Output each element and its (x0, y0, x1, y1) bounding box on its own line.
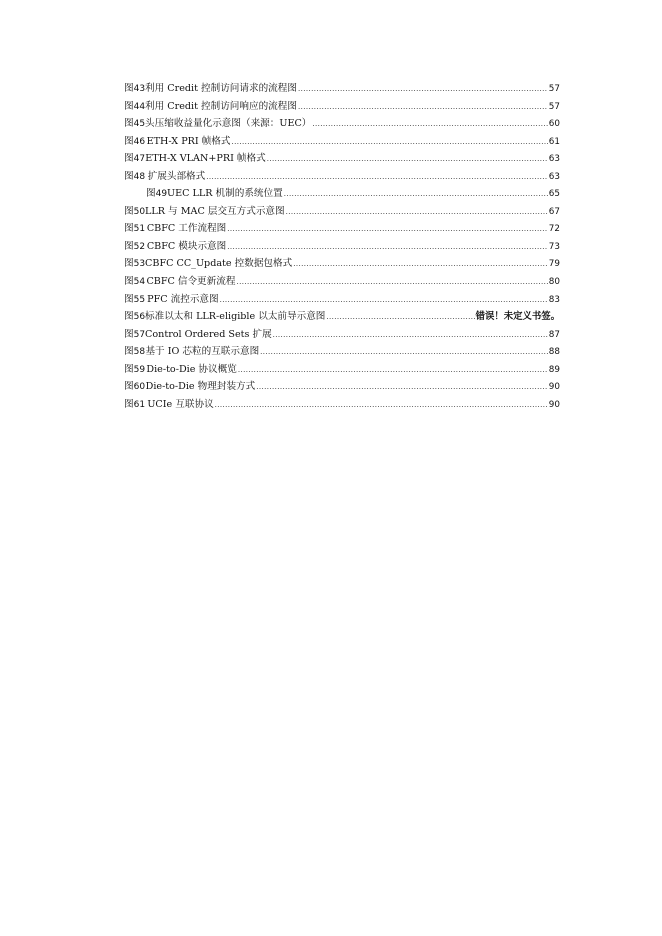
dot-leader (227, 221, 548, 239)
figure-number: 55 (133, 294, 146, 305)
figure-number: 52 (133, 241, 146, 252)
figure-title: UEC LLR 机制的系统位置 (167, 188, 283, 200)
figure-number: 51 (133, 224, 146, 235)
figure-label: 图 (124, 293, 134, 305)
list-of-figures (124, 80, 560, 413)
figure-label: 图 (124, 135, 134, 147)
page-number: 60 (548, 119, 560, 130)
figure-label: 图 (124, 328, 134, 340)
page-number: 87 (548, 329, 560, 340)
toc-entry-figure-59[interactable] (124, 361, 560, 379)
figure-title: ETH-X VLAN+PRI 帧格式 (145, 153, 266, 165)
toc-entry-figure-51[interactable] (124, 220, 560, 238)
page-number: 57 (548, 101, 560, 112)
page-number: 72 (548, 224, 560, 235)
figure-number: 48 (133, 171, 146, 182)
figure-label: 图 (124, 223, 134, 235)
figure-title: Control Ordered Sets 扩展 (145, 328, 272, 340)
page-number: 63 (548, 171, 560, 182)
figure-title: 扩展头部格式 (147, 170, 206, 182)
figure-label: 图 (124, 381, 134, 393)
figure-number: 54 (133, 277, 146, 288)
page-number: 90 (548, 399, 560, 410)
page-number: 73 (548, 241, 560, 252)
figure-title: PFC 流控示意图 (147, 293, 219, 305)
toc-entry-figure-55[interactable] (124, 291, 560, 309)
figure-number: 61 (133, 399, 146, 410)
toc-entry-figure-46[interactable] (124, 133, 560, 151)
figure-number: 44 (133, 101, 146, 112)
page-number: 89 (548, 364, 560, 375)
dot-leader (206, 169, 548, 187)
toc-entry-figure-44[interactable] (124, 98, 560, 116)
figure-number: 58 (133, 347, 146, 358)
figure-label: 图 (124, 83, 134, 94)
figure-number: 50 (133, 206, 146, 217)
figure-number: 60 (133, 382, 146, 393)
dot-leader (273, 327, 548, 345)
figure-title: CBFC 工作流程图 (146, 223, 227, 235)
toc-entry-figure-43[interactable] (124, 80, 560, 98)
page-number: 61 (548, 136, 560, 147)
figure-number: 53 (133, 259, 146, 270)
dot-leader (215, 397, 548, 415)
figure-label: 图 (124, 311, 134, 323)
toc-entry-figure-54[interactable] (124, 273, 560, 291)
dot-leader (284, 186, 548, 204)
figure-title: 头压缩收益量化示意图（来源：UEC） (145, 118, 312, 130)
dot-leader (256, 379, 548, 397)
page-number: 67 (548, 206, 560, 217)
figure-label: 图 (124, 170, 134, 182)
figure-title: LLR 与 MAC 层交互方式示意图 (145, 205, 285, 217)
toc-entry-figure-57[interactable] (124, 326, 560, 344)
figure-title: Die-to-Die 物理封装方式 (145, 381, 256, 393)
figure-title: CBFC 模块示意图 (146, 240, 227, 252)
dot-leader (312, 116, 547, 134)
dot-leader (326, 309, 474, 327)
figure-label: 图 (124, 258, 134, 270)
figure-title: CBFC 信令更新流程 (146, 276, 236, 288)
figure-label: 图 (124, 240, 134, 252)
figure-title: 标准以太和 LLR-eligible 以太前导示意图 (145, 311, 326, 323)
page-number: 83 (548, 294, 560, 305)
figure-number: 47 (133, 154, 146, 165)
dot-leader (236, 274, 547, 292)
dot-leader (298, 81, 548, 99)
page-number: 57 (548, 84, 560, 94)
figure-title: Die-to-Die 协议概览 (146, 363, 237, 375)
toc-entry-figure-50[interactable] (124, 203, 560, 221)
figure-number: 46 (133, 136, 146, 147)
dot-leader (227, 239, 548, 257)
figure-label: 图 (124, 118, 134, 130)
toc-entry-figure-47[interactable] (124, 150, 560, 168)
toc-entry-figure-48[interactable] (124, 168, 560, 186)
figure-number: 59 (133, 364, 146, 375)
dot-leader (238, 362, 548, 380)
figure-label: 图 (124, 153, 134, 165)
page-number: 88 (548, 347, 560, 358)
bookmark-error-text: 错误！未定义书签。 (475, 311, 560, 323)
figure-number: 49 (155, 189, 168, 200)
figure-title: CBFC CC_Update 控数据包格式 (145, 258, 293, 270)
figure-title: UCIe 互联协议 (147, 398, 214, 410)
page-number: 79 (548, 259, 560, 270)
dot-leader (267, 151, 548, 169)
figure-label: 图 (124, 363, 134, 375)
page-number: 65 (548, 189, 560, 200)
toc-entry-figure-61[interactable] (124, 396, 560, 414)
toc-entry-figure-49[interactable] (124, 185, 560, 203)
figure-number: 45 (133, 119, 146, 130)
page-number: 90 (548, 382, 560, 393)
dot-leader (232, 134, 548, 152)
figure-title: 利用 Credit 控制访问请求的流程图 (145, 83, 297, 94)
figure-title: 利用 Credit 控制访问响应的流程图 (145, 100, 297, 112)
figure-number: 43 (133, 84, 146, 94)
toc-entry-figure-60[interactable] (124, 378, 560, 396)
dot-leader (220, 292, 548, 310)
figure-number: 57 (133, 329, 146, 340)
figure-label: 图 (124, 346, 134, 358)
figure-title: 基于 IO 芯粒的互联示意图 (145, 346, 260, 358)
figure-title: ETH-X PRI 帧格式 (146, 135, 231, 147)
toc-entry-figure-56[interactable] (124, 308, 560, 326)
figure-label: 图 (124, 100, 134, 112)
dot-leader (298, 99, 548, 117)
toc-entry-figure-45[interactable] (124, 115, 560, 133)
figure-label: 图 (124, 276, 134, 288)
dot-leader (260, 344, 548, 362)
figure-label: 图 (124, 398, 134, 410)
page-number: 63 (548, 154, 560, 165)
toc-entry-figure-52[interactable] (124, 238, 560, 256)
figure-number: 56 (133, 312, 146, 323)
dot-leader (286, 204, 548, 222)
dot-leader (293, 256, 548, 274)
toc-entry-figure-53[interactable] (124, 255, 560, 273)
toc-entry-figure-58[interactable] (124, 343, 560, 361)
page-number: 80 (548, 277, 560, 288)
figure-label: 图 (124, 205, 134, 217)
figure-label: 图 (146, 188, 156, 200)
